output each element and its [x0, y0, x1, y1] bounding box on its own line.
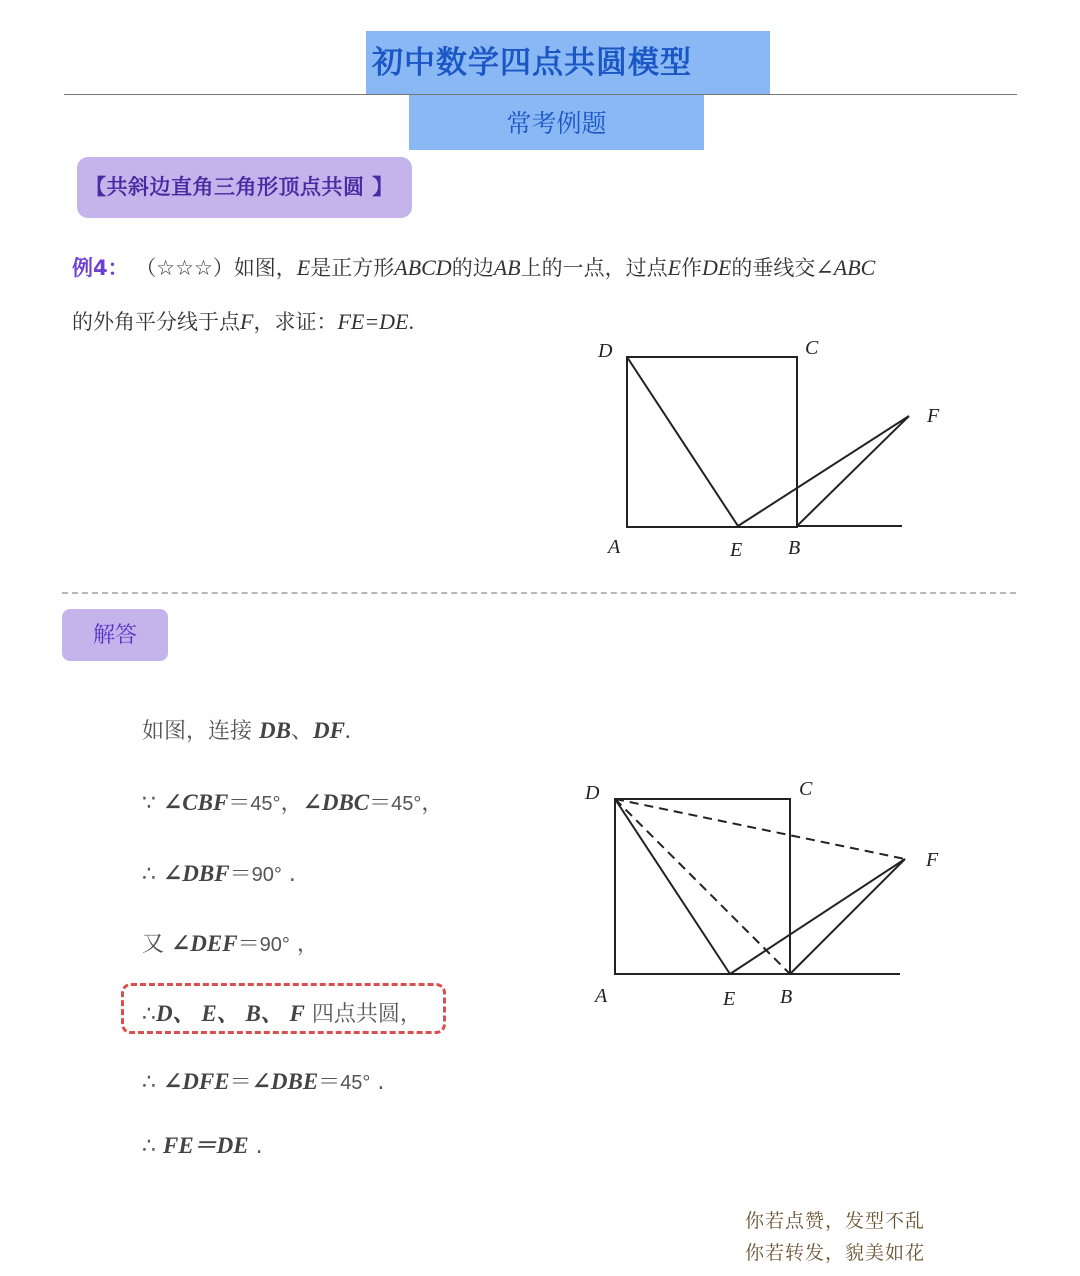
dashed-df [615, 799, 905, 859]
question-text: 的外角平分线于点 [72, 310, 240, 334]
label-b: B [780, 986, 793, 1008]
footer-line-1: 你若点赞，发型不乱 [745, 1210, 926, 1232]
solution-line-5 [142, 995, 422, 1028]
math-var: ∠DBF [163, 861, 230, 886]
solution-text: 如图，连接 [142, 719, 259, 744]
solution-text: . [344, 718, 351, 743]
question-text: 如图， [233, 256, 297, 280]
question-text: ，求证： [253, 310, 338, 334]
label-c: C [805, 337, 819, 359]
label-c: C [799, 778, 813, 800]
solution-text: ＝ [229, 1070, 252, 1095]
solution-text: . [370, 1070, 385, 1095]
solution-line-3 [142, 857, 296, 888]
math-var: ∠CBF [163, 790, 229, 815]
solution-line-4 [142, 927, 319, 958]
therefore-symbol: ∴ [142, 862, 163, 887]
page-title: 初中数学四点共圆模型 [372, 45, 692, 81]
label-e: E [723, 988, 736, 1010]
math-var: ∠DBE [251, 1069, 319, 1094]
math-value: 45° [391, 793, 422, 815]
math-value: 45° [340, 1072, 371, 1094]
math-value: 90° [251, 864, 282, 886]
therefore-symbol: ∴ [142, 1134, 163, 1159]
label-d: D [585, 782, 600, 804]
label-f: F [927, 405, 940, 427]
label-a: A [595, 985, 608, 1007]
solution-line-6 [142, 1065, 384, 1096]
math-var: DB [259, 718, 291, 743]
math-var: FE=DE [337, 309, 409, 334]
question-text: . [408, 309, 415, 334]
question-text: 的边 [451, 256, 494, 280]
solution-text: 、 [290, 719, 313, 744]
section-divider [62, 592, 1016, 594]
math-var: E [296, 255, 311, 280]
math-var: E [667, 255, 682, 280]
label-f: F [926, 849, 939, 871]
math-var: ABCD [394, 255, 452, 280]
solution-line-2 [142, 786, 443, 817]
math-value: 90° [259, 934, 290, 956]
therefore-symbol: ∴ [142, 1002, 156, 1027]
solution-text: ＝ [237, 932, 260, 957]
solution-text: ＝ [229, 862, 252, 887]
solution-line-7 [142, 1127, 263, 1160]
question-text: 的垂线交 [731, 256, 816, 280]
label-b: B [788, 537, 801, 559]
solution-text: ＝ [228, 791, 251, 816]
question-text: 作 [681, 256, 703, 280]
because-symbol: ∵ [142, 791, 163, 816]
answer-tag: 解答 [62, 609, 168, 661]
example-label: 例4： [72, 256, 129, 280]
math-var: ∠DEF [171, 931, 238, 956]
question-line-1 [72, 252, 875, 282]
math-var: ∠ABC [815, 255, 876, 280]
solution-text: ， [421, 791, 444, 816]
math-var: D、 E、 B、 F [156, 1001, 305, 1026]
math-var: FE＝DE [163, 1133, 249, 1158]
difficulty-stars: （☆☆☆） [135, 256, 234, 280]
question-line-2 [72, 306, 414, 336]
page-subtitle: 常考例题 [409, 95, 704, 150]
dashed-db [615, 799, 790, 974]
solution-text: . [248, 1134, 263, 1159]
math-value: 45° [250, 793, 281, 815]
solution-text: ， [280, 791, 303, 816]
math-var: F [240, 309, 254, 334]
label-e: E [730, 539, 743, 561]
question-text: 是正方形 [310, 256, 395, 280]
math-var: AB [493, 255, 521, 280]
question-text: 上的一点，过点 [520, 256, 668, 280]
solution-text: 四点共圆， [304, 1002, 422, 1027]
solution-line-1 [142, 714, 351, 745]
solution-text: ， [289, 932, 319, 957]
solution-figure [570, 770, 960, 1020]
math-var: ∠DFE [163, 1069, 230, 1094]
solution-text: 又 [142, 932, 171, 957]
solution-text: ＝ [369, 791, 392, 816]
math-var: DE [702, 255, 732, 280]
therefore-symbol: ∴ [142, 1070, 163, 1095]
math-var: ∠DBC [302, 790, 370, 815]
math-var: DF [312, 718, 345, 743]
label-a: A [608, 536, 621, 558]
solution-text: ＝ [318, 1070, 341, 1095]
section-tag: 【共斜边直角三角形顶点共圆 】 [77, 157, 412, 218]
footer-line-2: 你若转发，貌美如花 [745, 1242, 926, 1264]
solution-text: . [281, 862, 296, 887]
question-figure [580, 330, 960, 570]
label-d: D [598, 340, 613, 362]
square-abcd [627, 357, 797, 527]
